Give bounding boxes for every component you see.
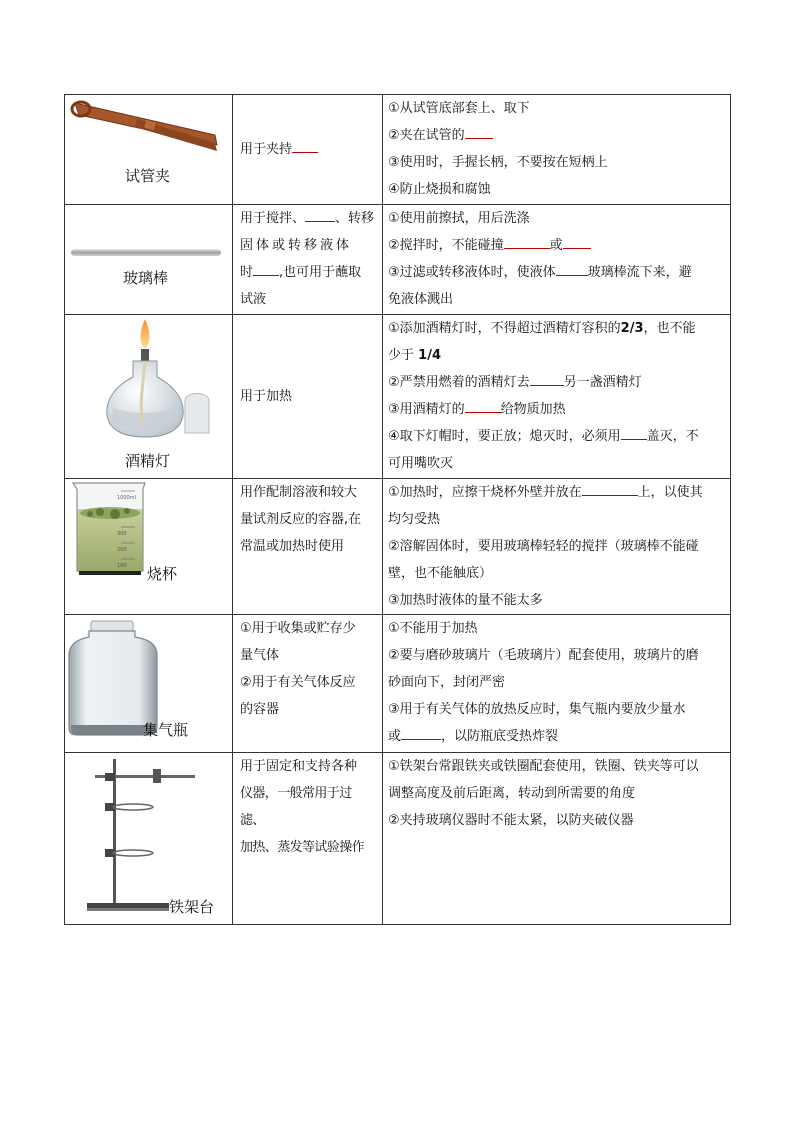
answer-blank: [530, 371, 564, 386]
use-text: 用于加热: [240, 389, 293, 404]
note-line: ③用于有关气体的放热反应时，集气瓶内要放少量水: [388, 702, 686, 717]
apparatus-cell: [65, 95, 233, 205]
use-line: 常温或加热时使用: [240, 539, 345, 554]
apparatus-name: 酒精灯: [125, 452, 171, 470]
note-line: ②严禁用燃着的酒精灯去 另一盏酒精灯: [388, 369, 724, 396]
apparatus-name: 试管夹: [125, 167, 171, 185]
answer-blank: [582, 481, 638, 496]
note-line: ①不能用于加热: [388, 621, 478, 636]
note-line: ③加热时液体的量不能太多: [388, 593, 543, 608]
use-line: 用于固定和支持各种: [240, 759, 358, 774]
beaker-scale-label: 1000ml: [117, 495, 136, 501]
note-line: 可用嘴吹灭: [388, 456, 454, 471]
use-cell: [233, 205, 383, 315]
glass-rod-image: [71, 245, 239, 265]
notes-cell: [383, 315, 731, 479]
note-line: ①从试管底部套上、取下: [388, 101, 530, 116]
use-cell: [233, 753, 383, 925]
apparatus-table: [64, 94, 731, 925]
apparatus-cell: [65, 205, 233, 315]
use-cell: [233, 615, 383, 753]
apparatus-cell: [65, 479, 233, 615]
note-line: ①铁架台常跟铁夹或铁圈配套使用，铁圈、铁夹等可以: [388, 759, 699, 774]
note-line: ④取下灯帽时，要正放；熄灭时，必须用 盖灭，不: [388, 423, 724, 450]
use-line: ①用于收集或贮存少: [240, 621, 356, 636]
answer-blank: [563, 234, 591, 249]
use-line: 加热、蒸发等试验操作: [240, 840, 365, 855]
note-line: ①使用前擦拭，用后洗涤: [388, 211, 530, 226]
notes-cell: [383, 615, 731, 753]
note-line: 免液体溅出: [388, 292, 454, 307]
use-line: 用于搅拌、 、转移: [240, 205, 376, 232]
note-line: 砂面向下，封闭严密: [388, 675, 506, 690]
answer-blank: [621, 425, 647, 440]
answer-blank: [253, 261, 279, 276]
apparatus-name: 玻璃棒: [123, 269, 169, 287]
apparatus-cell: [65, 315, 233, 479]
notes-cell: [383, 95, 731, 205]
answer-blank: [401, 725, 441, 740]
note-line: ③用酒精灯的 给物质加热: [388, 396, 724, 423]
note-line: ③使用时，手握长柄，不要按在短柄上: [388, 155, 608, 170]
use-line: 试液: [240, 292, 267, 307]
note-line: ④防止烧损和腐蚀: [388, 182, 491, 197]
table-row: [65, 95, 731, 205]
use-line: 固体或转移液体: [240, 238, 353, 253]
beaker-scale-label: 300: [117, 531, 127, 537]
use-line: 的容器: [240, 702, 280, 717]
note-line: ①添加酒精灯时，不得超过酒精灯容积的2/3，也不能: [388, 321, 696, 336]
answer-blank: [465, 124, 493, 139]
use-line: 量试剂反应的容器,在: [240, 512, 362, 527]
use-line: 时 ,也可用于蘸取: [240, 259, 376, 286]
apparatus-cell: [65, 753, 233, 925]
beaker-image: [65, 479, 233, 615]
use-line: 量气体: [240, 648, 280, 663]
apparatus-name: 铁架台: [169, 898, 215, 916]
note-line: 或 ，以防瓶底受热炸裂: [388, 723, 724, 750]
use-cell: [233, 479, 383, 615]
note-line: 少于 1/4: [388, 348, 441, 363]
note-line: ②要与磨砂玻璃片（毛玻璃片）配套使用，玻璃片的磨: [388, 648, 699, 663]
alcohol-lamp-image: [65, 315, 233, 445]
beaker-scale-label: 100: [117, 563, 127, 569]
apparatus-name: 集气瓶: [143, 721, 189, 739]
note-line: ②搅拌时，不能碰撞 或: [388, 232, 724, 259]
use-cell: [233, 315, 383, 479]
use-text: 用于夹持: [240, 142, 293, 157]
use-line: 用作配制溶液和较大: [240, 485, 358, 500]
table-row: [65, 315, 731, 479]
table-row: [65, 205, 731, 315]
apparatus-name: 烧杯: [147, 565, 178, 583]
note-line: 壁，也不能触底）: [388, 566, 493, 581]
notes-cell: [383, 753, 731, 925]
test-tube-holder-image: [65, 95, 233, 165]
notes-cell: [383, 479, 731, 615]
use-cell: [233, 95, 383, 205]
note-line: ②夹在试管的: [388, 122, 724, 149]
answer-blank: [504, 234, 550, 249]
table-row: [65, 753, 731, 925]
note-line: ②夹持玻璃仪器时不能太紧，以防夹破仪器: [388, 813, 634, 828]
note-line: ③过滤或转移液体时，使液体 玻璃棒流下来，避: [388, 259, 724, 286]
beaker-scale-label: 200: [117, 547, 127, 553]
note-line: ①加热时，应擦干烧杯外壁并放在 上，以使其: [388, 479, 724, 506]
use-line: 仪器，一般常用于过滤、: [240, 786, 352, 828]
answer-blank: [292, 138, 318, 153]
note-line: 均匀受热: [388, 512, 441, 527]
apparatus-cell: [65, 615, 233, 753]
use-line: ②用于有关气体反应: [240, 675, 356, 690]
answer-blank: [465, 398, 501, 413]
note-line: 调整高度及前后距离，转动到所需要的角度: [388, 786, 636, 801]
note-line: ②溶解固体时，要用玻璃棒轻轻的搅拌（玻璃棒不能碰: [388, 539, 699, 554]
answer-blank: [556, 261, 588, 276]
answer-blank: [305, 207, 335, 222]
notes-cell: [383, 205, 731, 315]
table-row: [65, 479, 731, 615]
table-row: [65, 615, 731, 753]
